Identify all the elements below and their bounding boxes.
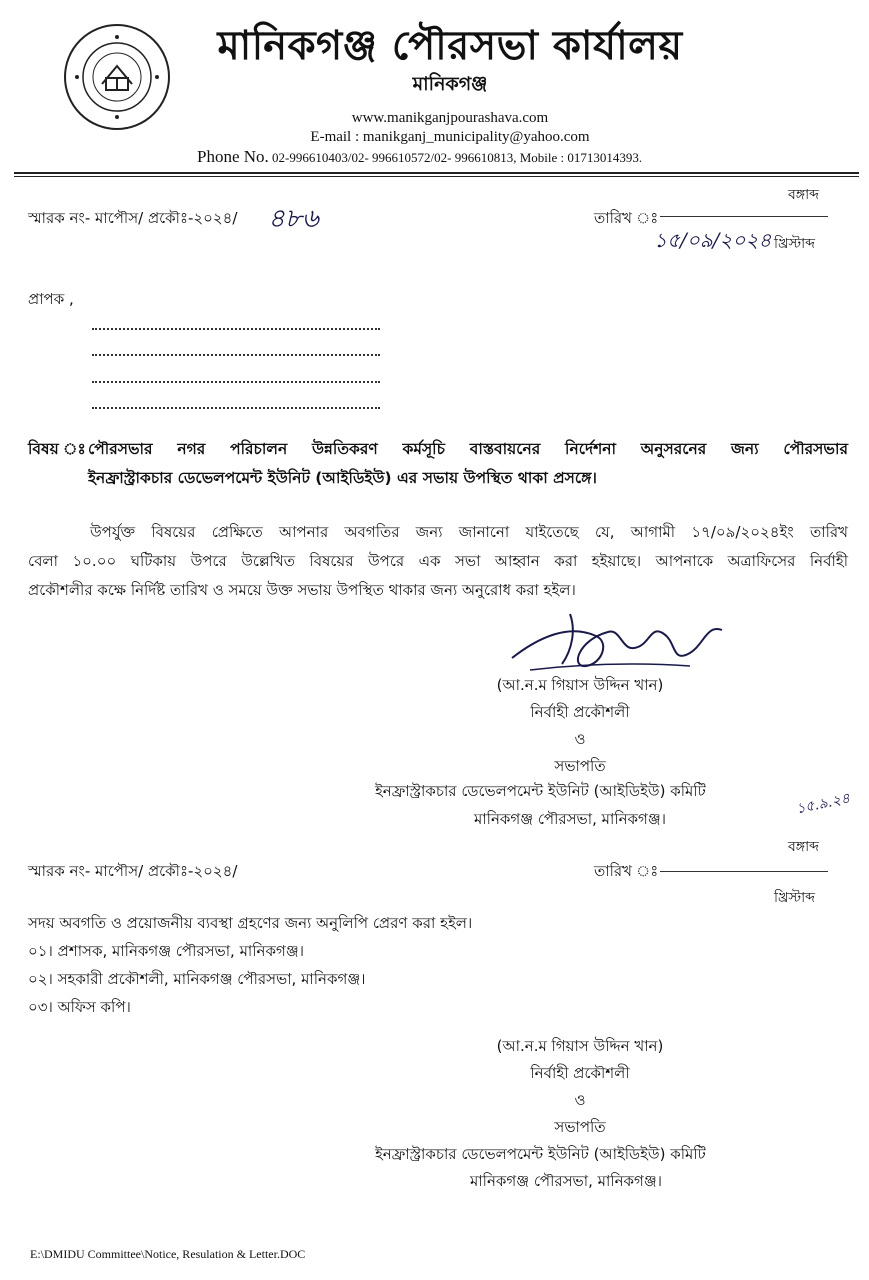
email-text: E-mail : manikganj_municipality@yahoo.com	[310, 129, 590, 145]
signatory-office: মানিকগঞ্জ পৌরসভা, মানিকগঞ্জ।	[470, 1172, 663, 1190]
phone-numbers: 02-996610403/02- 996610572/02- 996610813, Mobile : 01713014393.	[272, 150, 643, 165]
office-title: মানিকগঞ্জ পৌরসভা কার্যালয়	[217, 23, 683, 69]
subject-line-1: পৌরসভার নগর পরিচালন উন্নতিকরণ কর্মসূচি বাস্তবায়নের নির্দেশনা অনুসরনের জন্য পৌরসভার	[88, 440, 848, 458]
signatory-designation: নির্বাহী প্রকৌশলী	[530, 1064, 630, 1082]
header-rule-thin	[14, 176, 859, 177]
body-line-1: উপর্যুক্ত বিষয়ের প্রেক্ষিতে আপনার অবগতির জন্য জানানো যাইতেছে যে, আগামী ১৭/০৯/২০২৪ইং তারিখ	[90, 523, 848, 541]
signatory-and: ও	[574, 730, 586, 748]
recipient-line	[92, 379, 380, 383]
copy-item: ০১। প্রশাসক, মানিকগঞ্জ পৌরসভা, মানিকগঞ্জ।	[28, 942, 305, 960]
footer-file-path: E:\DMIDU Committee\Notice, Resulation & Letter.DOC	[30, 1247, 306, 1261]
memo-number-handwritten: ৪৮৬	[268, 204, 319, 234]
body-line-3: প্রকৌশলীর কক্ষে নির্দিষ্ট তারিখ ও সময়ে উক্ত সভায় উপস্থিত থাকার জন্য অনুরোধ করা হইল।	[28, 581, 576, 599]
website-text: www.manikganjpourashava.com	[351, 110, 549, 126]
municipality-seal-logo	[62, 22, 172, 132]
copy-date-line	[660, 871, 828, 872]
signatory-office: মানিকগঞ্জ পৌরসভা, মানিকগঞ্জ।	[474, 810, 667, 828]
office-subtitle: মানিকগঞ্জ	[412, 73, 488, 95]
copy-intro: সদয় অবগতি ও প্রয়োজনীয় ব্যবস্থা গ্রহণের জন্য অনুলিপি প্রেরণ করা হইল।	[28, 914, 473, 932]
signatory-role: সভাপতি	[554, 757, 606, 775]
copy-era-label: বঙ্গাব্দ	[788, 839, 819, 855]
phone-label: Phone No.	[197, 147, 269, 166]
signatory-name: (আ.ন.ম গিয়াস উদ্দিন খান)	[496, 1037, 664, 1055]
phone-line	[197, 147, 642, 167]
recipient-line	[92, 352, 380, 356]
signatory-name: (আ.ন.ম গিয়াস উদ্দিন খান)	[496, 676, 664, 694]
recipient-label: প্রাপক ,	[28, 290, 74, 308]
copy-memo-label: স্মারক নং- মাপৌস/ প্রকৌঃ-২০২৪/	[28, 862, 238, 880]
signatory-committee: ইনফ্রাস্ট্রাকচার ডেভেলপমেন্ট ইউনিট (আইডিইউ) কমিটি	[375, 1145, 706, 1163]
memo-number-label: স্মারক নং- মাপৌস/ প্রকৌঃ-২০২৪/	[28, 209, 238, 227]
recipient-line	[92, 326, 380, 330]
subject-label: বিষয় ঃ	[28, 440, 86, 458]
signature-block-1	[400, 672, 760, 780]
header-rule	[14, 172, 859, 174]
copy-item: ০৩। অফিস কপি।	[28, 998, 131, 1016]
copy-ad-label: খ্রিস্টাব্দ	[774, 890, 816, 906]
margin-note-handwritten: ১৫.৯.২৪	[794, 790, 852, 818]
date-line	[660, 216, 828, 217]
recipient-line	[92, 405, 380, 409]
date-handwritten: ১৫/০৯/২০২৪	[654, 228, 772, 252]
era-label: বঙ্গাব্দ	[788, 187, 819, 203]
copy-date-label: তারিখ ঃ	[594, 862, 659, 880]
date-label: তারিখ ঃ	[594, 209, 659, 227]
subject-line-2: ইনফ্রাস্ট্রাকচার ডেভেলপমেন্ট ইউনিট (আইডিইউ) এর সভায় উপস্থিত থাকা প্রসঙ্গে।	[88, 469, 597, 487]
body-line-2: বেলা ১০.০০ ঘটিকায় উপরে উল্লেখিত বিষয়ের উপরে এক সভা আহ্বান করা হইয়াছে। আপনাকে অত্রাফিসের নির্বাহী	[28, 552, 848, 570]
copy-item: ০২। সহকারী প্রকৌশলী, মানিকগঞ্জ পৌরসভা, মানিকগঞ্জ।	[28, 970, 366, 988]
signatory-role: সভাপতি	[554, 1118, 606, 1136]
ad-label: খ্রিস্টাব্দ	[774, 236, 816, 252]
signatory-committee: ইনফ্রাস্ট্রাকচার ডেভেলপমেন্ট ইউনিট (আইডিইউ) কমিটি	[375, 782, 706, 800]
signature-block-2	[400, 1033, 760, 1141]
signatory-designation: নির্বাহী প্রকৌশলী	[530, 703, 630, 721]
signatory-and: ও	[574, 1091, 586, 1109]
